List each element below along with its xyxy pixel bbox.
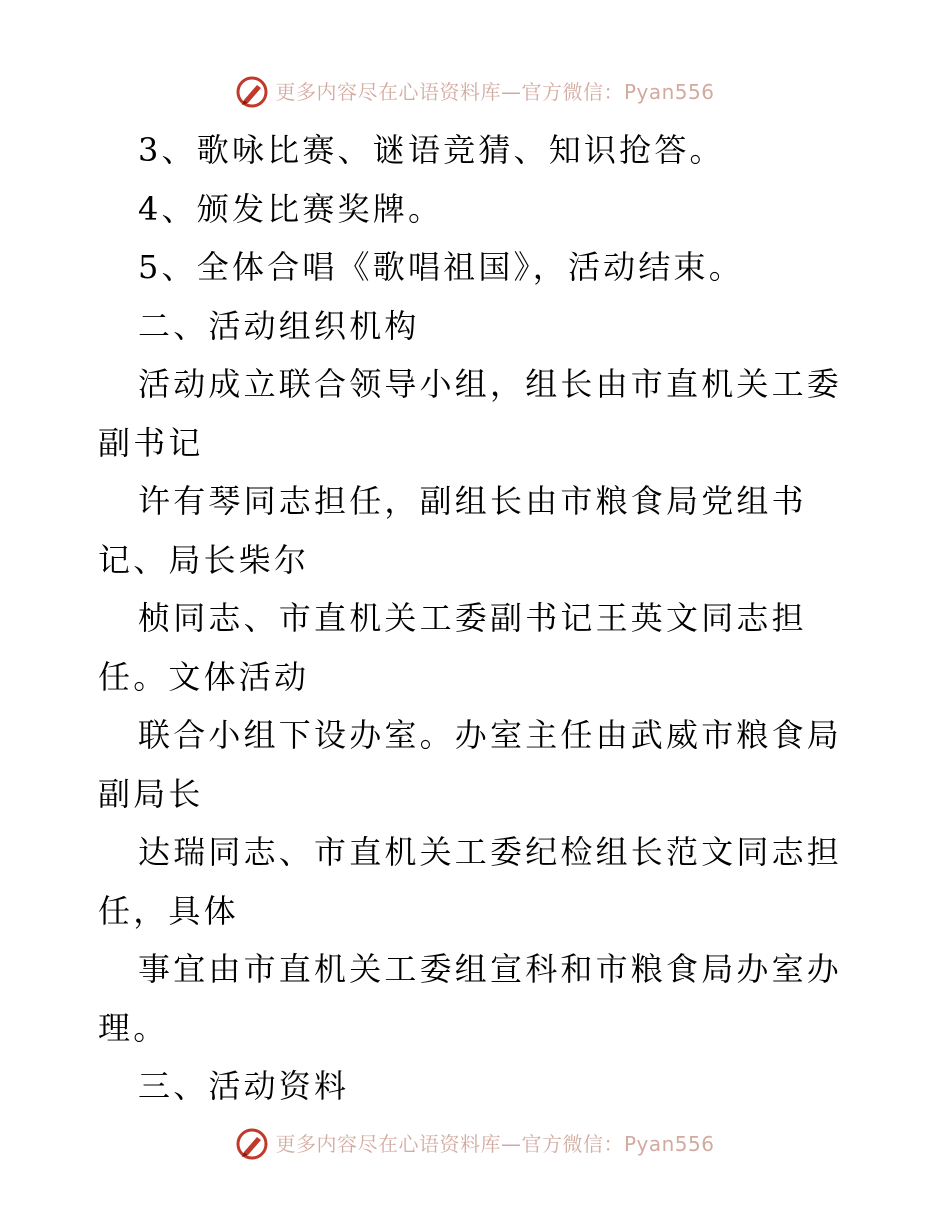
document-body bbox=[98, 121, 858, 1116]
list-item-3: 3、歌咏比赛、谜语竞猜、知识抢答。 bbox=[138, 131, 725, 169]
watermark-text: 更多内容尽在心语资料库—官方微信：Pyan556 bbox=[275, 80, 715, 104]
body-paragraph: 许有琴同志担任，副组长由市粮食局党组书记、局长柴尔 bbox=[98, 482, 807, 579]
watermark-footer bbox=[0, 1127, 950, 1161]
body-paragraph: 活动成立联合领导小组，组长由市直机关工委副书记 bbox=[98, 365, 843, 462]
pen-logo-icon bbox=[235, 75, 269, 109]
body-paragraph: 联合小组下设办室。办室主任由武威市粮食局副局长 bbox=[98, 716, 843, 813]
list-item-5: 5、全体合唱《歌唱祖国》，活动结束。 bbox=[138, 248, 744, 286]
body-paragraph: 事宜由市直机关工委组宣科和市粮食局办室办理。 bbox=[98, 950, 843, 1047]
watermark-text: 更多内容尽在心语资料库—官方微信：Pyan556 bbox=[275, 1132, 715, 1156]
watermark-header bbox=[0, 75, 950, 109]
section-heading-materials: 三、活动资料 bbox=[138, 1067, 350, 1105]
section-heading-organization: 二、活动组织机构 bbox=[138, 306, 420, 345]
body-paragraph: 达瑞同志、市直机关工委纪检组长范文同志担任，具体 bbox=[98, 833, 843, 930]
pen-logo-icon bbox=[235, 1127, 269, 1161]
body-paragraph: 桢同志、市直机关工委副书记王英文同志担任。文体活动 bbox=[98, 599, 807, 696]
list-item-4: 4、颁发比赛奖牌。 bbox=[138, 189, 444, 228]
